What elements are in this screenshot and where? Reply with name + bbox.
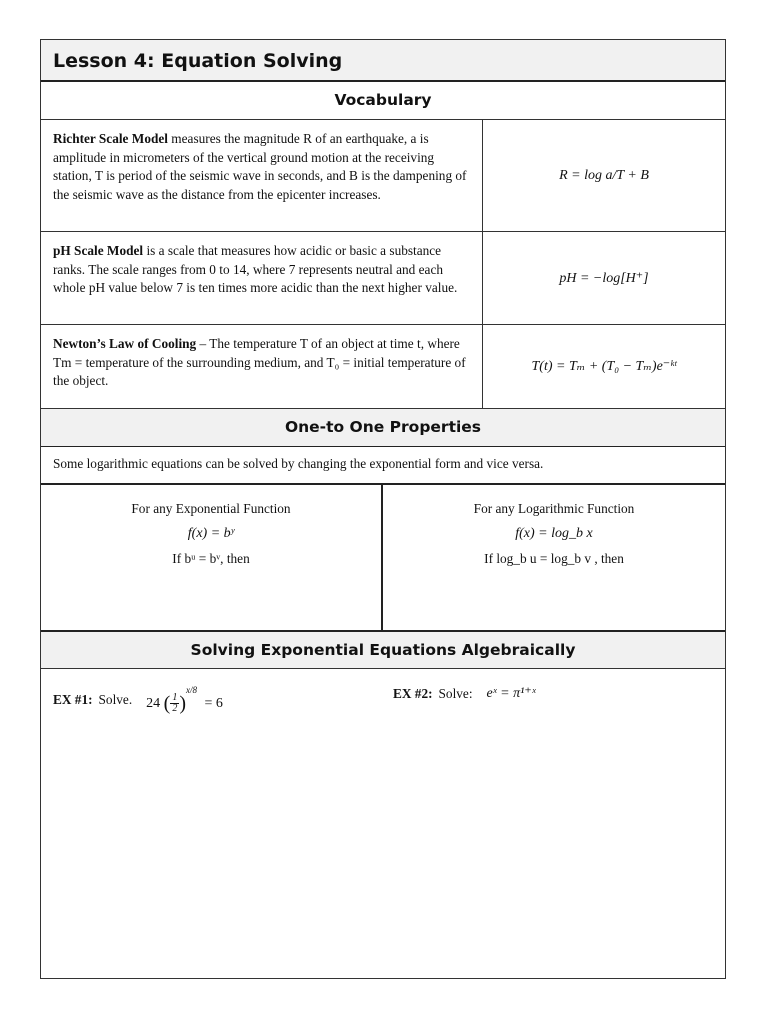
equation-rhs: = 6 [204, 696, 223, 711]
logarithmic-column [383, 485, 725, 630]
vocabulary-heading: Vocabulary [41, 82, 725, 120]
lesson-title: Lesson 4: Equation Solving [41, 40, 725, 82]
vocab-row-ph [41, 232, 725, 325]
example-label: EX #2: [393, 685, 433, 701]
vocab-formula: T(t) = Tₘ + (T₀ − Tₘ)e⁻ᵏᵗ [482, 325, 725, 408]
vocab-term: Newton’s Law of Cooling [53, 336, 197, 351]
one-to-one-heading: One-to One Properties [41, 409, 725, 447]
function-formula: f(x) = log_b x [515, 526, 593, 541]
property-columns [41, 483, 725, 632]
vocab-text: is a scale that measures how acidic or basic a substance ranks. The scale ranges from 0 to 14, where 7 represents neutral and each whole pH value below 7 is ten times more acidic than the next higher value. [53, 243, 458, 296]
vocab-term: Richter Scale Model [53, 131, 168, 146]
exponential-column [41, 485, 383, 630]
vocab-definition [53, 335, 471, 391]
equation-exponent: x/8 [186, 685, 197, 695]
column-heading: For any Exponential Function [131, 501, 291, 516]
vocab-definition [53, 130, 471, 205]
example-2 [393, 685, 536, 702]
equation-coefficient: 24 [146, 696, 161, 711]
vocab-text: measures the magnitude R of an earthquake, a is amplitude in micrometers of the vertical ground motion at the receiving station, T is period of the seismic wave in seconds, and B is the dampening of the seismic wave as the distance from the epicenter increases. [53, 131, 467, 203]
example-label: EX #1: [53, 692, 93, 708]
fraction-denominator: 2 [172, 703, 178, 715]
open-paren: ( [163, 692, 171, 715]
vocab-row-richter [41, 120, 725, 232]
function-formula: f(x) = bʸ [187, 526, 235, 541]
vocab-formula: R = log a/T + B [482, 120, 725, 231]
vocab-term: pH Scale Model [53, 243, 144, 258]
vocab-definition [53, 242, 471, 298]
example-equation: eˣ = π¹⁺ˣ [486, 686, 536, 701]
condition-text: If log_b u = log_b v , then [484, 551, 624, 566]
example-equation [146, 685, 223, 715]
vocab-text: – The temperature T of an object at time t, where Tm = temperature of the surrounding medium, and T₀ = initial temperature of the object. [53, 336, 466, 389]
vocab-formula: pH = −log[H⁺] [482, 232, 725, 324]
vocab-row-cooling [41, 325, 725, 409]
fraction [170, 693, 179, 714]
condition-text: If bᵘ = bᵛ, then [172, 551, 250, 566]
example-verb: Solve: [438, 685, 473, 701]
example-1 [53, 685, 223, 715]
close-paren: ) [179, 692, 186, 715]
example-verb: Solve. [98, 692, 133, 708]
column-heading: For any Logarithmic Function [473, 501, 635, 516]
worksheet [40, 39, 726, 979]
solving-heading: Solving Exponential Equations Algebraically [41, 632, 725, 669]
fraction-numerator: 1 [172, 692, 178, 704]
one-to-one-intro: Some logarithmic equations can be solved by changing the exponential form and vice versa. [53, 456, 544, 471]
